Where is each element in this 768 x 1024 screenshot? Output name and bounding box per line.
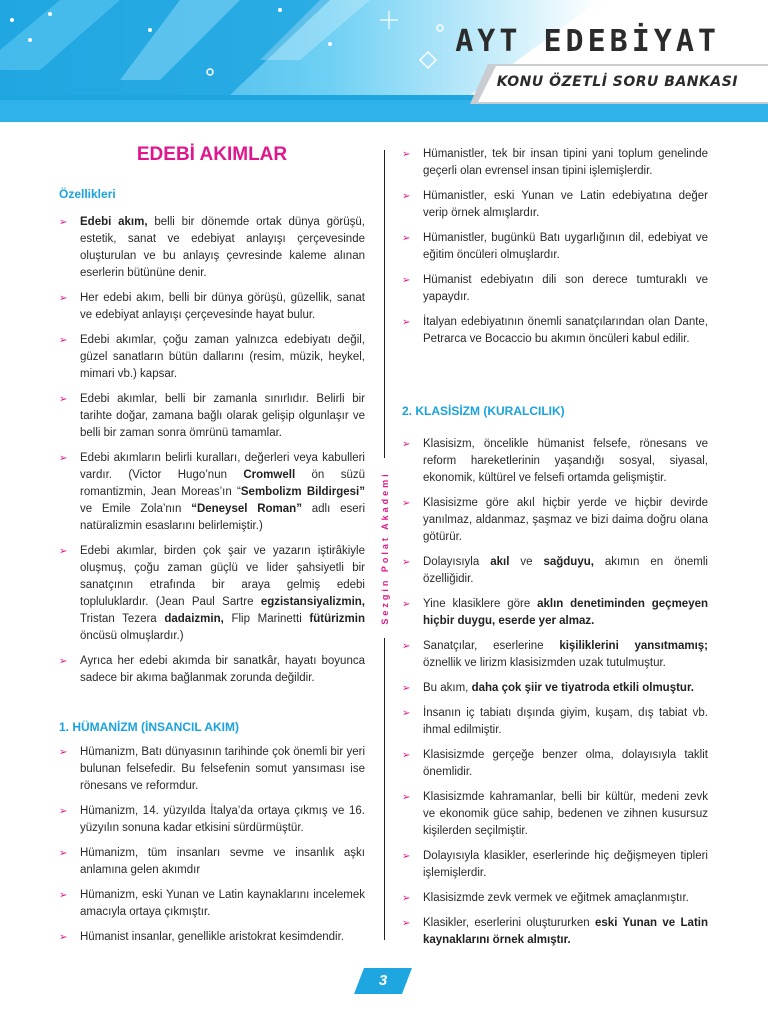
features-list — [59, 214, 365, 695]
page-number: 3 — [378, 972, 388, 989]
humanism-list — [59, 744, 365, 954]
list-item-text: Edebi akımlar, çoğu zaman yalnızca edebiyatı değil, güzel sanatların bütün dallarını (resim, müzik, heykel, mimari vb.) kapsar. — [80, 334, 365, 380]
bullet-arrow-icon: ➢ — [59, 335, 68, 346]
list-item — [402, 848, 708, 882]
list-item — [402, 705, 708, 739]
list-item-emphasis: Cromwell — [243, 469, 296, 481]
bullet-arrow-icon: ➢ — [402, 498, 411, 509]
list-item-emphasis: Edebi akım, — [80, 216, 148, 228]
list-item-text: Hümanistler, bugünkü Batı uygarlığının dil, edebiyat ve eğitim öncüleri olmuşlardır. — [423, 232, 708, 261]
list-item — [402, 554, 708, 588]
header-subtitle: KONU ÖZETLİ SORU BANKASI — [496, 74, 738, 90]
page-number-badge — [354, 968, 412, 994]
list-item — [402, 188, 708, 222]
list-item-text: Her edebi akım, belli bir dünya görüşü, güzellik, sanat ve edebiyat anlayışı çerçevesinde hayat bulur. — [80, 292, 365, 321]
list-item — [59, 845, 365, 879]
list-item-text: Hümanistler, eski Yunan ve Latin edebiyatına değer verip örnek almışlardır. — [423, 190, 708, 219]
list-item-text: Dolayısıyla klasikler, eserlerinde hiç değişmeyen tipleri işlemişlerdir. — [423, 850, 708, 879]
list-item-text: belli bir dönemde ortak dünya görüşü, estetik, sanat ve edebiyat anlayışı çerçevesinde oluşturulan ve bu anlayış çevresinde kaleme alınan eserlerin bütününe denir. — [80, 216, 365, 279]
bullet-arrow-icon: ➢ — [402, 683, 411, 694]
bullet-arrow-icon: ➢ — [402, 557, 411, 568]
bullet-arrow-icon: ➢ — [402, 275, 411, 286]
list-item-text: Hümanist edebiyatın dili son derece tumturaklı ve yapaydır. — [423, 274, 708, 303]
list-item-text: Ayrıca her edebi akımda bir sanatkâr, hayatı boyunca sadece bir akıma bağlanmak zorunda değildir. — [80, 655, 365, 684]
list-item — [59, 653, 365, 687]
vertical-brand-text: Sezgin Polat Akademi — [380, 458, 390, 638]
bullet-arrow-icon: ➢ — [59, 394, 68, 405]
list-item-text: Yine klasiklere göre — [423, 598, 538, 610]
list-item — [402, 314, 708, 348]
list-item-text: İtalyan edebiyatının önemli sanatçılarından olan Dante, Petrarca ve Bocaccio bu akımın öncüleri kabul edilir. — [423, 316, 708, 345]
section-classicism-heading: 2. KLASİSİZM (KURALCILIK) — [402, 404, 565, 418]
list-item-text: Hümanizm, eski Yunan ve Latin kaynaklarını incelemek amacıyla ortaya çıkmıştır. — [80, 889, 365, 918]
list-item — [402, 680, 708, 697]
bullet-arrow-icon: ➢ — [402, 233, 411, 244]
bullet-arrow-icon: ➢ — [402, 708, 411, 719]
list-item-text: ve Emile Zola’nın — [80, 503, 192, 515]
bullet-arrow-icon: ➢ — [402, 893, 411, 904]
list-item-text: akımın en önemli özelliğidir. — [423, 556, 708, 585]
list-item-text: öznellik ve lirizm klasisizmden uzak tutulmuştur. — [423, 657, 666, 669]
classicism-list — [402, 436, 708, 957]
list-item-text: Klasisizmde gerçeğe benzer olma, dolayısıyla taklit önemlidir. — [423, 749, 708, 778]
list-item — [59, 744, 365, 795]
bullet-arrow-icon: ➢ — [402, 191, 411, 202]
page-title: EDEBİ AKIMLAR — [136, 144, 288, 165]
bullet-arrow-icon: ➢ — [59, 293, 68, 304]
list-item — [402, 436, 708, 487]
list-item-emphasis: Sembolizm Bildirgesi” — [240, 486, 365, 498]
list-item — [59, 887, 365, 921]
list-item-text: Edebi akımlar, birden çok şair ve yazarın iştirâkiyle oluşmuş, çoğu zaman güçlü ve lider şahsiyetli bir sanatçının etrafında bir araya gelmiş edebi topluluklardır. (Jean Paul Sartre — [80, 545, 365, 608]
list-item — [402, 272, 708, 306]
list-item-emphasis: daha çok şiir ve tiyatroda etkili olmuştur. — [471, 682, 694, 694]
list-item-text: ön süzü romantizmin, Jean Moreas’ın “ — [80, 469, 365, 498]
list-item-text: Sanatçılar, eserlerine — [423, 640, 560, 652]
bullet-arrow-icon: ➢ — [59, 890, 68, 901]
list-item-text: Edebi akımlar, belli bir zamanla sınırlıdır. Belirli bir tarihte doğar, zamana bağlı olarak gelişip olgunlaşır ve belli bir zaman sonra ömrünü tamamlar. — [80, 393, 365, 439]
list-item — [402, 638, 708, 672]
list-item — [59, 290, 365, 324]
list-item — [402, 789, 708, 840]
list-item — [59, 391, 365, 442]
bullet-arrow-icon: ➢ — [402, 439, 411, 450]
list-item-emphasis: dadaizmin, — [164, 613, 224, 625]
bullet-arrow-icon: ➢ — [59, 747, 68, 758]
list-item — [59, 214, 365, 282]
bullet-arrow-icon: ➢ — [59, 806, 68, 817]
bullet-arrow-icon: ➢ — [59, 453, 68, 464]
list-item — [402, 495, 708, 546]
list-item-emphasis: egzistansiyalizmin, — [260, 596, 365, 608]
section-humanism-heading: 1. HÜMANİZM (İNSANCIL AKIM) — [59, 720, 239, 734]
list-item — [402, 230, 708, 264]
list-item-text: Hümanistler, tek bir insan tipini yani toplum genelinde geçerli olan evrensel insan tipini işlemişlerdir. — [423, 148, 708, 177]
list-item — [59, 332, 365, 383]
list-item-text: Klasisizme göre akıl hiçbir yerde ve hiçbir devirde yanılmaz, aldanmaz, şaşmaz ve bizi daima doğru olana götürür. — [423, 497, 708, 543]
list-item — [59, 803, 365, 837]
list-item — [402, 747, 708, 781]
bullet-arrow-icon: ➢ — [402, 641, 411, 652]
list-item-text: Klasisizmde kahramanlar, belli bir kültür, medeni zevk ve ekonomik güce sahip, bedenen ve zihnen kusursuz kişilerden seçilmiştir. — [423, 791, 708, 837]
list-item-emphasis: sağduyu, — [543, 556, 594, 568]
section-features-heading: Özellikleri — [59, 187, 116, 201]
list-item-emphasis: aklın denetiminden geçmeyen hiçbir duygu, eserde yer almaz. — [423, 598, 709, 627]
bullet-arrow-icon: ➢ — [59, 932, 68, 943]
humanism-continued-list — [402, 146, 708, 356]
list-item-text: Bu akım, — [423, 682, 472, 694]
list-item-text: adlı eseri natüralizmin esaslarını belirlemiştir.) — [80, 503, 365, 532]
bullet-arrow-icon: ➢ — [59, 217, 68, 228]
list-item-emphasis: “Deneysel Roman” — [191, 503, 302, 515]
bullet-arrow-icon: ➢ — [402, 918, 411, 929]
list-item-text: Edebi akımların belirli kuralları, değerleri veya kabulleri vardır. (Victor Hugo’nun — [80, 452, 365, 481]
list-item-emphasis: akıl — [490, 556, 510, 568]
list-item-text: Hümanist insanlar, genellikle aristokrat kesimdendir. — [80, 931, 344, 943]
list-item-text: Tristan Tezera — [80, 613, 165, 625]
list-item-emphasis: eski Yunan ve Latin kaynaklarını örnek almıştır. — [423, 917, 709, 946]
header-decoration — [0, 0, 768, 122]
bullet-arrow-icon: ➢ — [402, 599, 411, 610]
list-item — [402, 596, 708, 630]
bullet-arrow-icon: ➢ — [402, 149, 411, 160]
list-item — [59, 450, 365, 535]
bullet-arrow-icon: ➢ — [59, 656, 68, 667]
list-item-text: Hümanizm, Batı dünyasının tarihinde çok önemli bir yeri bulunan felsefedir. Bu felsefenin somut yansıması ise rönesans ve reformdur. — [80, 746, 365, 792]
list-item-text: Klasisizmde zevk vermek ve eğitmek amaçlanmıştır. — [423, 892, 689, 904]
bullet-arrow-icon: ➢ — [402, 792, 411, 803]
bullet-arrow-icon: ➢ — [402, 851, 411, 862]
list-item — [402, 146, 708, 180]
list-item — [402, 890, 708, 907]
list-item-text: İnsanın iç tabiatı dışında giyim, kuşam, dış tabiat vb. ihmal edilmiştir. — [423, 707, 708, 736]
list-item-emphasis: fütürizmin — [309, 613, 365, 625]
bullet-arrow-icon: ➢ — [402, 750, 411, 761]
list-item — [59, 929, 365, 946]
list-item-text: ve — [509, 556, 544, 568]
list-item-text: öncüsü olmuşlardır.) — [80, 630, 184, 642]
bullet-arrow-icon: ➢ — [59, 546, 68, 557]
page-header — [0, 0, 768, 122]
bullet-arrow-icon: ➢ — [402, 317, 411, 328]
header-title: AYT EDEBİYAT — [455, 24, 720, 59]
list-item-text: Hümanizm, tüm insanları sevme ve insanlık aşkı anlamına gelen akımdır — [80, 847, 365, 876]
bullet-arrow-icon: ➢ — [59, 848, 68, 859]
list-item-text: Dolayısıyla — [423, 556, 491, 568]
list-item-emphasis: kişiliklerini yansıtmamış; — [559, 640, 708, 652]
list-item — [59, 543, 365, 645]
list-item-text: Klasikler, eserlerini oluştururken — [423, 917, 596, 929]
list-item-text: Hümanizm, 14. yüzyılda İtalya’da ortaya çıkmış ve 16. yüzyılın sonuna kadar etkisini sürdürmüştür. — [80, 805, 365, 834]
list-item-text: Klasisizm, öncelikle hümanist felsefe, rönesans ve reform hareketlerinin yaşandığı sosyal, siyasal, ekonomik, kültürel ve felsefi ortamda gelişmiştir. — [423, 438, 708, 484]
list-item — [402, 915, 708, 949]
list-item-text: Flip Marinetti — [223, 613, 310, 625]
